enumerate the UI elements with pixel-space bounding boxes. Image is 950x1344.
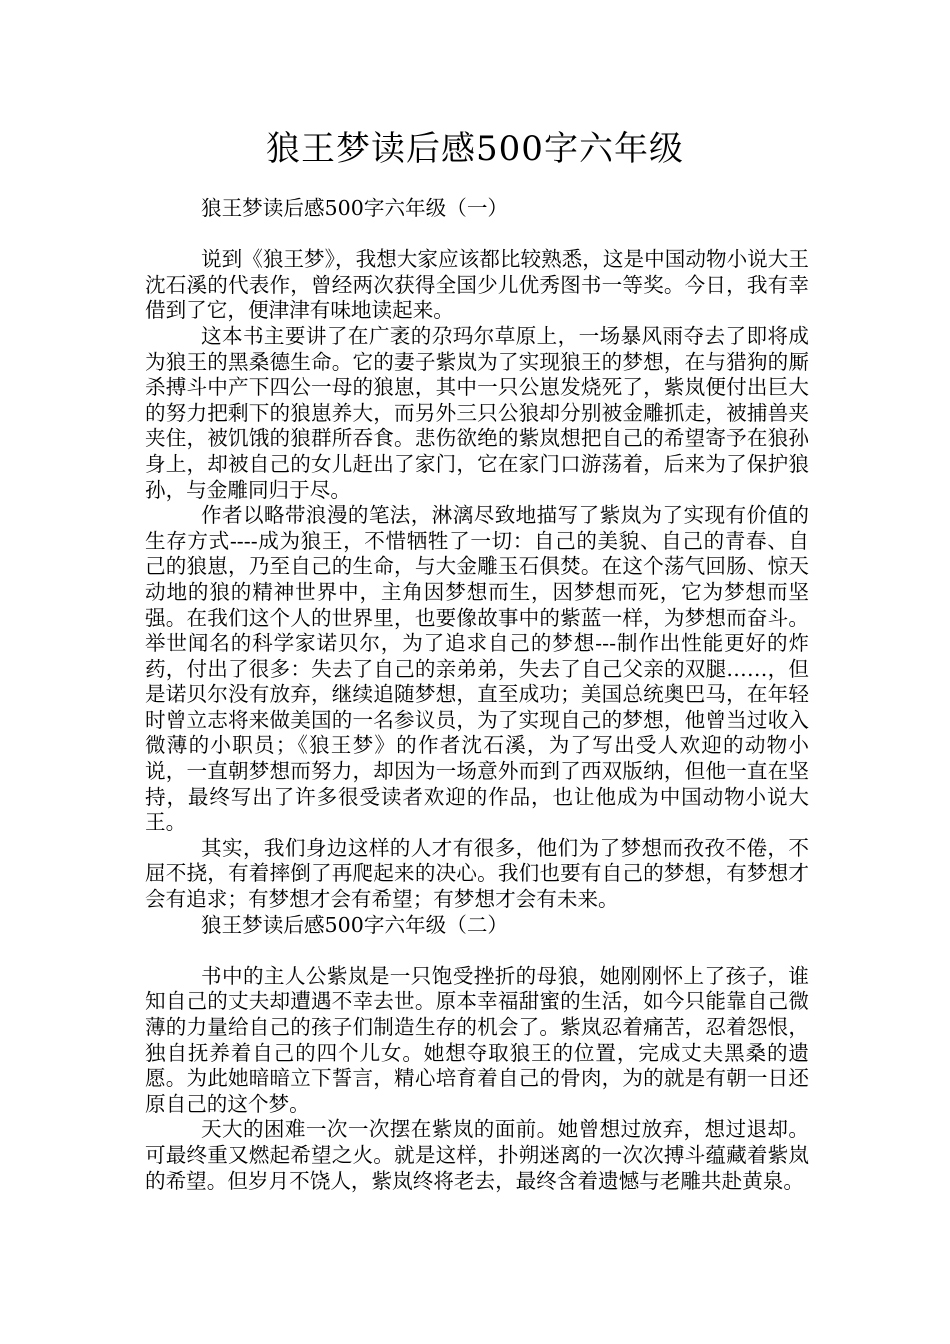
section-heading-1: 狼王梦读后感500字六年级（一）	[201, 196, 509, 220]
paragraph-1-1: 说到《狼王梦》，我想大家应该都比较熟悉，这是中国动物小说大王沈石溪的代表作，曾经两次获得全国少儿优秀图书一等奖。今日，我有幸借到了它，便津津有味地读起来。	[145, 247, 809, 323]
document-title: 狼王梦读后感500字六年级	[266, 129, 684, 169]
paragraph-1-3: 作者以略带浪漫的笔法，淋漓尽致地描写了紫岚为了实现有价值的生存方式----成为狼王，不惜牺牲了一切：自己的美貌、自己的青春、自己的狼崽，乃至自己的生命，与大金雕玉石俱焚。在这个荡气回肠、惊天动地的狼的精神世界中，主角因梦想而生，因梦想而死，它为梦想而坚强。在我们这个人的世界里，也要像故事中的紫蓝一样，为梦想而奋斗。举世闻名的科学家诺贝尔，为了追求自己的梦想---制作出性能更好的炸药，付出了很多：失去了自己的亲弟弟，失去了自己父亲的双腿……，但是诺贝尔没有放弃，继续追随梦想，直至成功；美国总统奥巴马，在年轻时曾立志将来做美国的一名参议员，为了实现自己的梦想，他曾当过收入微薄的小职员；《狼王梦》的作者沈石溪，为了写出受人欢迎的动物小说，一直朝梦想而努力，却因为一场意外而到了西双版纳，但他一直在坚持，最终写出了许多很受读者欢迎的作品，也让他成为中国动物小说大王。	[145, 503, 809, 835]
document-body	[145, 196, 809, 1194]
paragraph-2-2: 天大的困难一次一次摆在紫岚的面前。她曾想过放弃，想过退却。可最终重又燃起希望之火。就是这样，扑朔迷离的一次次搏斗蕴藏着紫岚的希望。但岁月不饶人，紫岚终将老去，最终含着遗憾与老雕共赴黄泉。	[145, 1117, 809, 1193]
paragraph-1-2: 这本书主要讲了在广袤的尕玛尔草原上，一场暴风雨夺去了即将成为狼王的黑桑德生命。它的妻子紫岚为了实现狼王的梦想，在与猎狗的厮杀搏斗中产下四公一母的狼崽，其中一只公崽发烧死了，紫岚便付出巨大的努力把剩下的狼崽养大，而另外三只公狼却分别被金雕抓走，被捕兽夹夹住，被饥饿的狼群所吞食。悲伤欲绝的紫岚想把自己的希望寄予在狼孙身上，却被自己的女儿赶出了家门，它在家门口游荡着，后来为了保护狼孙，与金雕同归于尽。	[145, 323, 809, 502]
paragraph-2-1: 书中的主人公紫岚是一只饱受挫折的母狼，她刚刚怀上了孩子，谁知自己的丈夫却遭遇不幸去世。原本幸福甜蜜的生活，如今只能靠自己微薄的力量给自己的孩子们制造生存的机会了。紫岚忍着痛苦，忍着怨恨，独自抚养着自己的四个儿女。她想夺取狼王的位置，完成丈夫黑桑的遗愿。为此她暗暗立下誓言，精心培育着自己的骨肉，为的就是有朝一日还原自己的这个梦。	[145, 963, 809, 1116]
section-heading-2: 狼王梦读后感500字六年级（二）	[201, 912, 509, 937]
paragraph-1-4: 其实，我们身边这样的人才有很多，他们为了梦想而孜孜不倦，不屈不挠，有着摔倒了再爬起来的决心。我们也要有自己的梦想，有梦想才会有追求；有梦想才会有希望；有梦想才会有未来。	[145, 835, 809, 912]
